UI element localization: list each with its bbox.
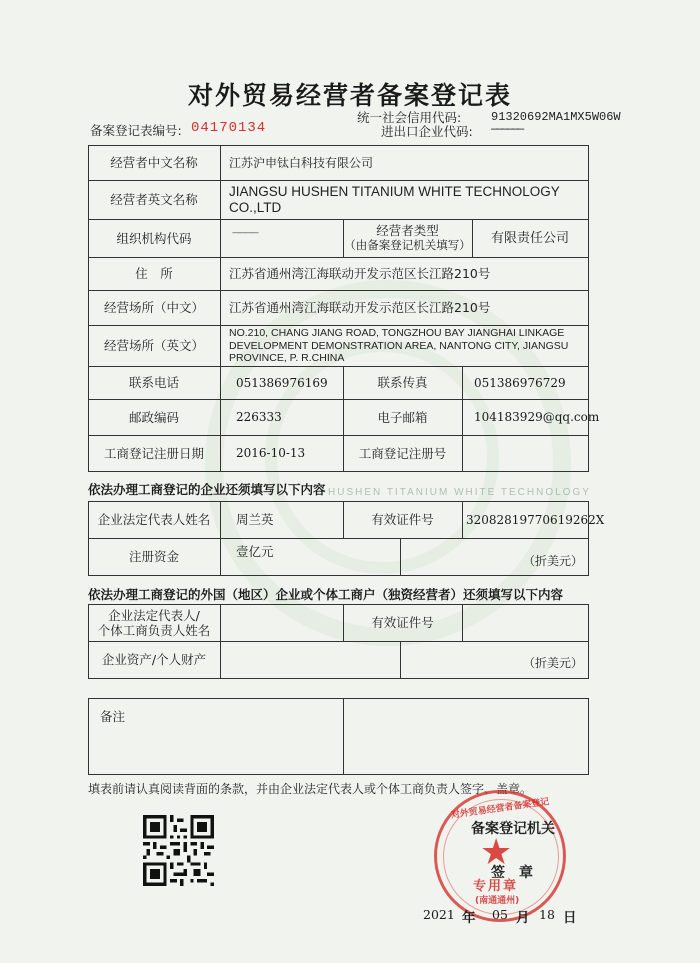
instruction-text: 填表前请认真阅读背面的条款，并由企业法定代表人或个体工商负责人签字、盖章。 bbox=[88, 782, 533, 796]
address-value: 江苏省通州湾江海联动开发示范区长江路210号 bbox=[229, 265, 491, 281]
fax-label: 联系传真 bbox=[377, 375, 428, 390]
date-month-unit: 月 bbox=[516, 910, 530, 926]
biz-place-en-line1: NO.210, CHANG JIANG ROAD, TONGZHOU BAY JIANGHAI LINKAGE bbox=[229, 327, 565, 339]
capital-value: 壹亿元 bbox=[236, 544, 274, 559]
seal-star-icon: ★ bbox=[480, 832, 513, 873]
biz-place-cn-label: 经营场所（中文） bbox=[103, 300, 204, 315]
date-year-unit: 年 bbox=[462, 910, 476, 926]
en-name-value bbox=[229, 184, 560, 216]
official-seal bbox=[434, 790, 566, 922]
reg-date-value: 2016-10-13 bbox=[236, 446, 306, 460]
seal-center-text: 专用章 bbox=[473, 879, 519, 894]
en-name-line1: JIANGSU HUSHEN TITANIUM WHITE TECHNOLOGY bbox=[229, 184, 560, 199]
date-month: 05 bbox=[492, 907, 508, 922]
fax-value: 051386976729 bbox=[474, 375, 566, 390]
reg-date-label: 工商登记注册日期 bbox=[103, 445, 204, 461]
capital-label: 注册资金 bbox=[128, 549, 179, 564]
id-number: 320828197706192​62X bbox=[466, 512, 605, 527]
section2-heading: 依法办理工商登记的外国（地区）企业或个体工商户（独资经营者）还须填写以下内容 bbox=[88, 587, 564, 602]
assets-label: 企业资产/个人财产 bbox=[101, 652, 207, 667]
biz-place-en-line2: DEVELOPMENT DEMONSTRATION AREA, NANTONG CITY, JIANGSU bbox=[229, 339, 569, 352]
capital-usd-note: （折美元） bbox=[523, 554, 584, 568]
postcode-label: 邮政编码 bbox=[128, 409, 179, 425]
ie-code-label: 进出口企业代码: bbox=[381, 124, 473, 139]
qr-code bbox=[143, 815, 214, 886]
biz-place-en-value bbox=[229, 327, 568, 365]
biz-type-label-line2: （由备案登记机关填写） bbox=[344, 238, 471, 252]
credit-code: 91320692MA1MX5W06W bbox=[491, 110, 621, 124]
assets-usd-note: （折美元） bbox=[523, 656, 584, 670]
reg-number: 04170134 bbox=[191, 120, 267, 136]
reg-no-label: 工商登记注册号 bbox=[358, 445, 447, 461]
biz-place-cn-value: 江苏省通州湾江海联动开发示范区长江路210号 bbox=[229, 299, 491, 315]
phone-label: 联系电话 bbox=[128, 375, 179, 390]
org-code-label: 组织机构代码 bbox=[116, 230, 192, 246]
phone-value: 051386976169 bbox=[236, 375, 328, 390]
watermark-text: HUSHEN TITANIUM WHITE TECHNOLOGY bbox=[328, 487, 591, 498]
email-value: 104183929@qq.com bbox=[474, 410, 600, 424]
date-day: 18 bbox=[539, 907, 555, 922]
biz-place-en-line3: PROVINCE, P. R.CHINA bbox=[229, 352, 345, 364]
date-year: 2021 bbox=[423, 907, 455, 922]
authority-label: 备案登记机关 bbox=[471, 821, 555, 837]
en-name-label: 经营者英文名称 bbox=[110, 192, 198, 207]
biz-place-en-label: 经营场所（英文） bbox=[103, 338, 204, 353]
section1-heading: 依法办理工商登记的企业还须填写以下内容 bbox=[88, 482, 326, 497]
section2-id-label: 有效证件号 bbox=[371, 615, 434, 630]
date-day-unit: 日 bbox=[563, 910, 577, 926]
credit-code-label: 统一社会信用代码: bbox=[357, 110, 462, 125]
biz-type-label bbox=[343, 219, 472, 257]
rep-label-line1: 企业法定代表人/ bbox=[108, 607, 200, 623]
seal-label: 签 章 bbox=[491, 865, 533, 881]
postcode-value: 226333 bbox=[236, 410, 282, 424]
biz-type-value: 有限责任公司 bbox=[490, 230, 569, 246]
rep-label-line2: 个体工商负责人姓名 bbox=[97, 622, 211, 638]
notes-label: 备注 bbox=[100, 709, 126, 724]
legal-rep-label: 企业法定代表人姓名 bbox=[97, 512, 211, 527]
cn-name-label: 经营者中文名称 bbox=[110, 155, 198, 170]
page-title: 对外贸易经营者备案登记表 bbox=[187, 81, 512, 110]
en-name-line2: CO.,LTD bbox=[229, 200, 282, 215]
ie-code: —————— bbox=[491, 122, 523, 136]
id-label: 有效证件号 bbox=[371, 512, 434, 527]
address-label: 住 所 bbox=[135, 266, 173, 281]
legal-rep-value: 周兰英 bbox=[236, 511, 274, 527]
email-label: 电子邮箱 bbox=[377, 409, 428, 425]
reg-number-label: 备案登记表编号: bbox=[90, 123, 182, 138]
org-code-value: ———— bbox=[232, 228, 256, 238]
seal-sub-text: (南通通州) bbox=[475, 896, 520, 906]
cn-name-value: 江苏沪申钛白科技有限公司 bbox=[229, 155, 374, 170]
rep-label bbox=[88, 604, 220, 641]
seal-ring-text: 对外贸易经营者备案登记 bbox=[450, 797, 550, 821]
biz-type-label-line1: 经营者类型 bbox=[376, 223, 439, 238]
